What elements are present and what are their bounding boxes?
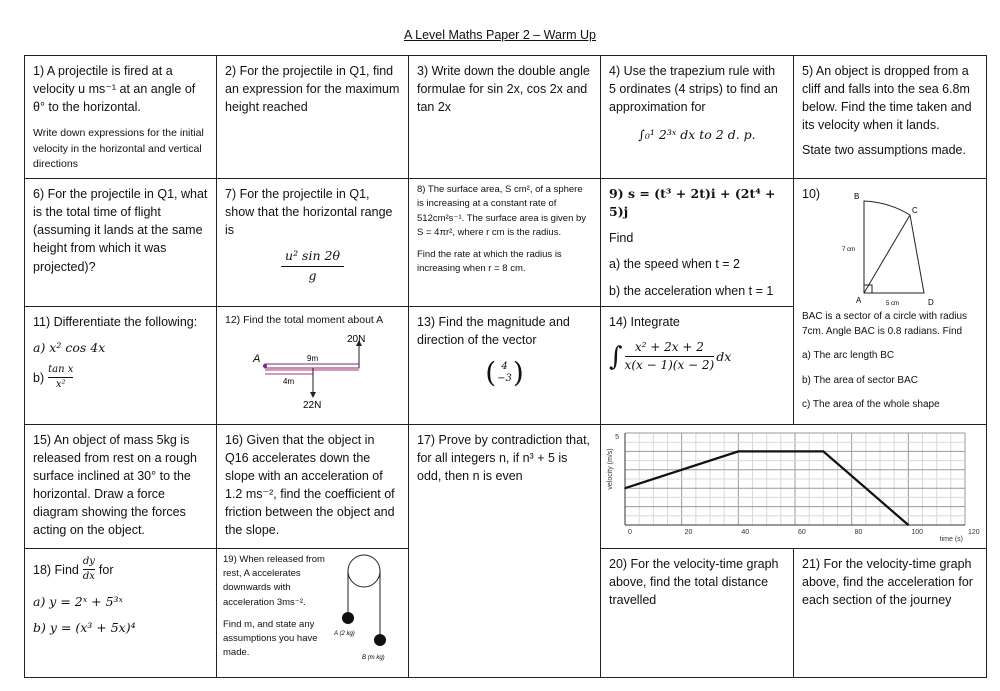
- q12-force-20n: 20N: [347, 333, 366, 345]
- question-5-cell: [794, 56, 987, 179]
- q12-text: 12) Find the total moment about A: [225, 313, 384, 326]
- question-8-cell: [409, 179, 601, 307]
- q19-find: Find m, and state any assumptions you have made.: [223, 618, 318, 659]
- y-tick-label: 5: [615, 433, 619, 441]
- velocity-data-point: [908, 524, 910, 526]
- question-1-cell: [25, 56, 217, 179]
- question-18-cell: [25, 548, 217, 677]
- question-15-cell: [25, 424, 217, 548]
- q12-force-22n: 22N: [303, 399, 322, 410]
- q10-text: BAC is a sector of a circle with radius 7cm. Angle BAC is 0.8 radians. Find: [802, 311, 968, 337]
- q10-point-a: A: [856, 296, 862, 306]
- q19-pulley-diagram: [334, 553, 404, 671]
- q8-find: Find the rate at which the radius is increasing when r = 8 cm.: [417, 249, 562, 275]
- velocity-time-chart: [601, 425, 985, 543]
- question-7-cell: [217, 179, 409, 307]
- q12-point-a-marker: [263, 364, 267, 368]
- q13-text: 13) Find the magnitude and direction of the vector: [417, 314, 570, 347]
- q19-text: 19) When released from rest, A accelerates downwards with acceleration 3ms⁻².: [223, 553, 325, 608]
- velocity-data-point: [738, 450, 740, 452]
- question-grid: [24, 55, 987, 678]
- velocity-data-point: [624, 487, 626, 489]
- x-tick-label: 80: [854, 528, 863, 536]
- q19-mass-b: [374, 634, 386, 646]
- q10-length-7: 7 cm: [842, 247, 856, 254]
- x-tick-label: 120: [968, 528, 980, 536]
- q21-text: 21) For the velocity-time graph above, find the acceleration for each section of the journey: [802, 556, 973, 608]
- x-tick-label: 20: [684, 528, 693, 536]
- question-16-cell: [217, 424, 409, 548]
- q18-a: a) y = 2ˣ + 5³ˣ: [33, 593, 123, 609]
- q11-b: b) tan x x²: [33, 363, 74, 391]
- q6-text: 6) For the projectile in Q1, what is the total time of flight (assuming it lands at the same height from which it was projected)?: [33, 187, 208, 274]
- q12-arrowhead-down-icon: [310, 392, 316, 398]
- q5-text: 5) An object is dropped from a cliff and falls into the sea 6.8m below. Find the time taken and its velocity when it lands.: [802, 64, 972, 133]
- x-tick-label: 100: [911, 528, 924, 536]
- q12-beam: [265, 364, 359, 368]
- q10-length-5: 5 cm: [886, 301, 900, 308]
- q12-point-a: A: [253, 352, 261, 365]
- y-axis-label: velocity (m/s): [607, 448, 614, 490]
- x-axis-label: time (s): [939, 535, 963, 543]
- q5-assumptions: State two assumptions made.: [802, 142, 966, 157]
- q19-mass-a: [342, 612, 354, 624]
- q19-label-a: A (2 kg): [334, 630, 355, 637]
- q16-text: 16) Given that the object in Q16 accelerates down the slope with an acceleration of 1.2 ms⁻², find the coefficient of friction between the object and the slope.: [225, 432, 395, 538]
- question-9-cell: [601, 179, 794, 307]
- q8-text: 8) The surface area, S cm², of a sphere is increasing at a constant rate of 512cm²s⁻¹. The surface area is given by S = 4πr², where r cm is the radius.: [417, 184, 587, 238]
- q4-integral: ∫₀¹ 2³ˣ dx to 2 d. p.: [638, 127, 756, 143]
- q10-point-d: D: [928, 298, 934, 308]
- q7-text: 7) For the projectile in Q1, show that the horizontal range is: [225, 187, 393, 238]
- q1-text: 1) A projectile is fired at a velocity u ms⁻¹ at an angle of θ° to the horizontal.: [33, 64, 196, 115]
- question-11-cell: [25, 306, 217, 424]
- q2-text: 2) For the projectile in Q1, find an expression for the maximum height reached: [225, 64, 400, 115]
- page-title: A Level Maths Paper 2 – Warm Up: [404, 28, 596, 42]
- q12-label-9m: 9m: [307, 353, 319, 363]
- q9-find: Find: [609, 231, 634, 246]
- q18-header: 18) Find dy dx for: [33, 555, 114, 583]
- q10-point-c: C: [912, 206, 918, 216]
- q9-text: 9) s = (t³ + 2t)i + (2t⁴ + 5)j: [609, 186, 776, 220]
- q20-text: 20) For the velocity-time graph above, find the total distance travelled: [609, 556, 779, 608]
- question-21-cell: [794, 548, 987, 677]
- question-10-cell: [794, 179, 987, 425]
- question-3-cell: [409, 56, 601, 179]
- q10-c: c) The area of the whole shape: [802, 399, 940, 411]
- q15-text: 15) An object of mass 5kg is released from rest on a rough surface inclined at 30° to the horizontal. Draw a force diagram showing the forces acting on the object.: [33, 432, 197, 538]
- q13-vector: ( 4 −3 ): [485, 355, 524, 389]
- q18-b: b) y = (x³ + 5x)⁴: [33, 619, 136, 635]
- question-2-cell: [217, 56, 409, 179]
- question-12-cell: [217, 306, 409, 424]
- x-tick-label: 60: [798, 528, 806, 536]
- q17-text: 17) Prove by contradiction that, for all integers n, if n³ + 5 is odd, then n is even: [417, 432, 591, 483]
- q4-text: 4) Use the trapezium rule with 5 ordinates (4 strips) to find an approximation for: [609, 64, 778, 115]
- x-tick-label: 40: [741, 528, 750, 536]
- q10-point-b: B: [854, 192, 860, 202]
- question-14-cell: [601, 306, 794, 424]
- question-4-cell: [601, 56, 794, 179]
- q7-fraction: u² sin 2θ g: [225, 247, 400, 284]
- x-tick-label: 0: [628, 528, 632, 536]
- q3-text: 3) Write down the double angle formulae for sin 2x, cos 2x and tan 2x: [417, 64, 590, 115]
- q14-integral: ∫ x² + 2x + 2 x(x − 1)(x − 2) dx: [609, 339, 732, 373]
- q11-text: 11) Differentiate the following:: [33, 314, 198, 329]
- q9-a: a) the speed when t = 2: [609, 257, 740, 272]
- question-17-cell: [409, 424, 601, 677]
- q10-radius-ac: [864, 215, 910, 293]
- q10-sector-diagram: [802, 185, 978, 310]
- q12-label-4m: 4m: [283, 376, 295, 386]
- question-6-cell: [25, 179, 217, 307]
- q1-instruction: Write down expressions for the initial velocity in the horizontal and vertical directions: [33, 127, 204, 170]
- q19-pulley: [348, 555, 380, 587]
- velocity-data-point: [823, 450, 825, 452]
- q10-label: 10): [802, 187, 821, 202]
- q10-a: a) The arc length BC: [802, 350, 895, 362]
- question-19-cell: [217, 548, 409, 677]
- q19-label-b: B (m kg): [362, 654, 385, 661]
- q10-b: b) The area of sector BAC: [802, 374, 918, 386]
- q11-a: a) x² cos 4x: [33, 339, 106, 355]
- q9-b: b) the acceleration when t = 1: [609, 283, 774, 298]
- question-20-cell: [601, 548, 794, 677]
- question-13-cell: [409, 306, 601, 424]
- q14-text: 14) Integrate: [609, 314, 680, 329]
- q12-beam-diagram: [225, 330, 401, 410]
- velocity-time-graph-cell: [601, 424, 987, 548]
